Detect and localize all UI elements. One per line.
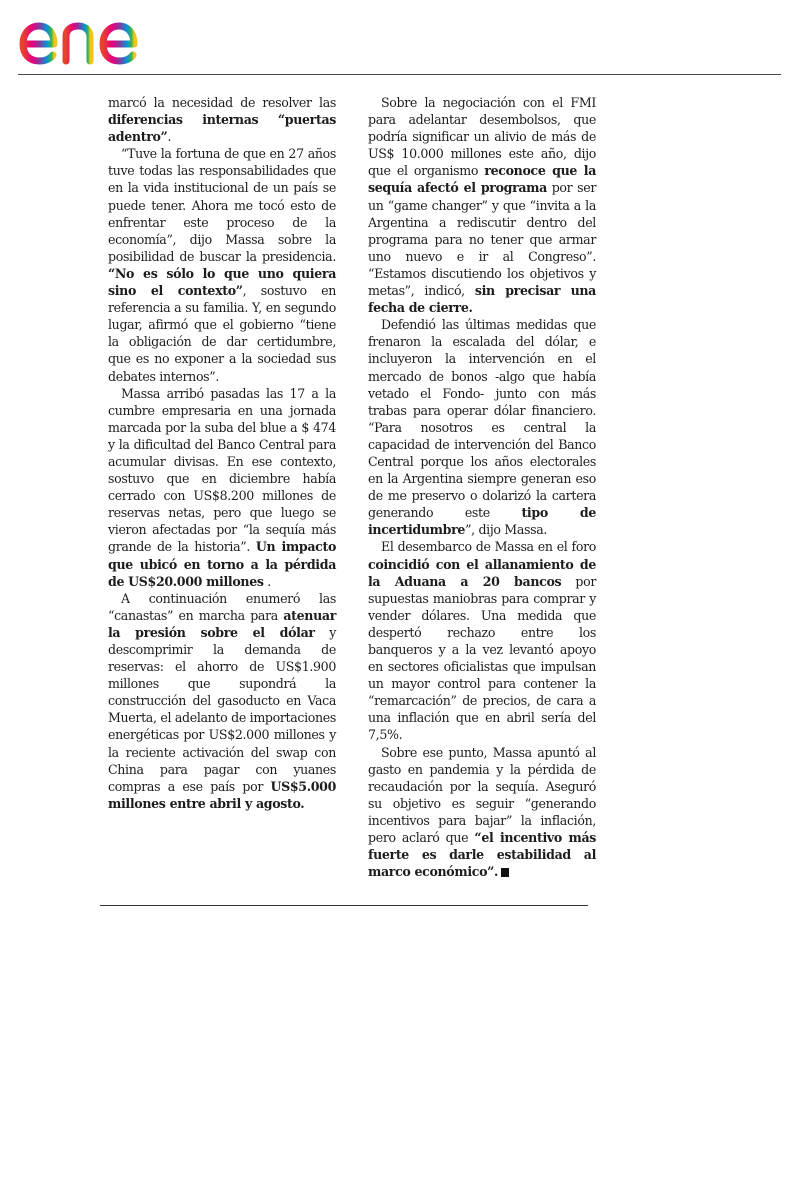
article-paragraph	[108, 590, 336, 812]
article-paragraph	[368, 94, 596, 316]
body-text: por ser un “game changer” y que “invita a la Argentina a rediscutir dentro del programa para no tener que armar uno nuevo e ir al Congreso”. “Estamos discutiendo los objetivos y metas”, indicó,	[368, 180, 596, 299]
bold-text: sin precisar una fecha de cierre.	[368, 283, 596, 316]
article-column-right	[368, 94, 596, 880]
bold-text: US$5.000 millones entre abril y agosto.	[108, 778, 336, 811]
bold-text: tipo de incertidumbre	[368, 505, 596, 538]
body-text: A continuación enumeró las “canastas” en marcha para	[108, 590, 336, 623]
bold-text: coincidió con el allanamiento de la Aduana a 20 bancos	[368, 556, 596, 589]
body-text: marcó la necesidad de resolver las	[108, 95, 336, 110]
article-paragraph	[368, 316, 596, 538]
bold-text: diferencias internas “puertas adentro”	[108, 112, 336, 145]
body-text: por supuestas maniobras para comprar y vender dólares. Una medida que despertó rechazo entre los banqueros y a la vez levantó apoyo en sectores oficialistas que impulsan un mayor control para contener la “remarcación” de precios, de cara a una inflación que en abril sería del 7,5%.	[368, 573, 596, 743]
body-text: , sostuvo en referencia a su familia. Y, en segundo lugar, afirmó que el gobierno “tiene la obligación de dar certidumbre, que es no exponer a la sociedad sus debates internos”.	[108, 283, 336, 384]
bold-text: reconoce que la sequía afectó el programa	[368, 163, 597, 196]
bold-text: atenuar la presión sobre el dólar	[108, 607, 336, 640]
article-paragraph	[368, 744, 596, 881]
body-text: y descomprimir la demanda de reservas: el ahorro de US$1.900 millones que supondrá la construcción del gasoducto en Vaca Muerta, el adelanto de importaciones energéticas por US$2.000 millones y la reciente activación del swap con China para pagar con yuanes compras a ese país por	[108, 624, 336, 794]
body-text: Defendió las últimas medidas que frenaron la escalada del dólar, e incluyeron la intervención en el mercado de bonos -algo que había vetado el Fondo- junto con más trabas para operar dólar financiero. “Para nosotros es central la capacidad de intervención del Banco Central porque los años electorales en la Argentina siempre generan eso de me preservo o dolarizó la cartera generando este	[368, 317, 596, 521]
body-text: Massa arribó pasadas las 17 a la cumbre empresaria en una jornada marcada por la suba del blue a $ 474 y la dificultad del Banco Central para acumular divisas. En ese contexto, sostuvo que en diciembre había cerrado con US$8.200 millones de reservas netas, pero que luego se vieron afectadas por “la sequía más grande de la historia”.	[108, 385, 336, 555]
header-rule	[18, 74, 781, 75]
body-text: “Tuve la fortuna de que en 27 años tuve todas las responsabilidades que en la vida institucional de un país se puede tener. Ahora me tocó esto de enfrentar este proceso de la economía”, dijo Massa sobre la posibilidad de buscar la presidencia.	[108, 146, 336, 264]
bold-text: “el incentivo más fuerte es darle estabilidad al marco económico”.	[368, 830, 596, 880]
enel-logo	[16, 4, 180, 68]
end-of-article-mark	[501, 868, 509, 877]
bold-text: “No es sólo lo que uno quiera sino el contexto”	[108, 265, 336, 299]
article-paragraph	[108, 385, 336, 590]
body-text: .	[167, 129, 172, 145]
body-text: El desembarco de Massa en el foro	[381, 539, 596, 555]
body-text: ”, dijo Massa.	[465, 522, 548, 538]
body-text: Sobre la negociación con el FMI para adelantar desembolsos, que podría significar un alivio de más de US$ 10.000 millones este año, dijo que el organismo	[368, 95, 596, 179]
body-text: Sobre ese punto, Massa apuntó al gasto en pandemia y la pérdida de recaudación por la sequía. Aseguró su objetivo es seguir “generando incentivos para bajar” la inflación, pero aclaró que	[368, 744, 596, 846]
bold-text: Un impacto que ubicó en torno a la pérdida de US$20.000 millones	[108, 539, 337, 589]
article-paragraph	[108, 145, 336, 384]
body-text: .	[263, 573, 271, 589]
article-column-left	[108, 94, 336, 812]
article-paragraph	[368, 538, 596, 743]
footer-rule	[100, 905, 588, 906]
article-paragraph	[108, 94, 336, 145]
